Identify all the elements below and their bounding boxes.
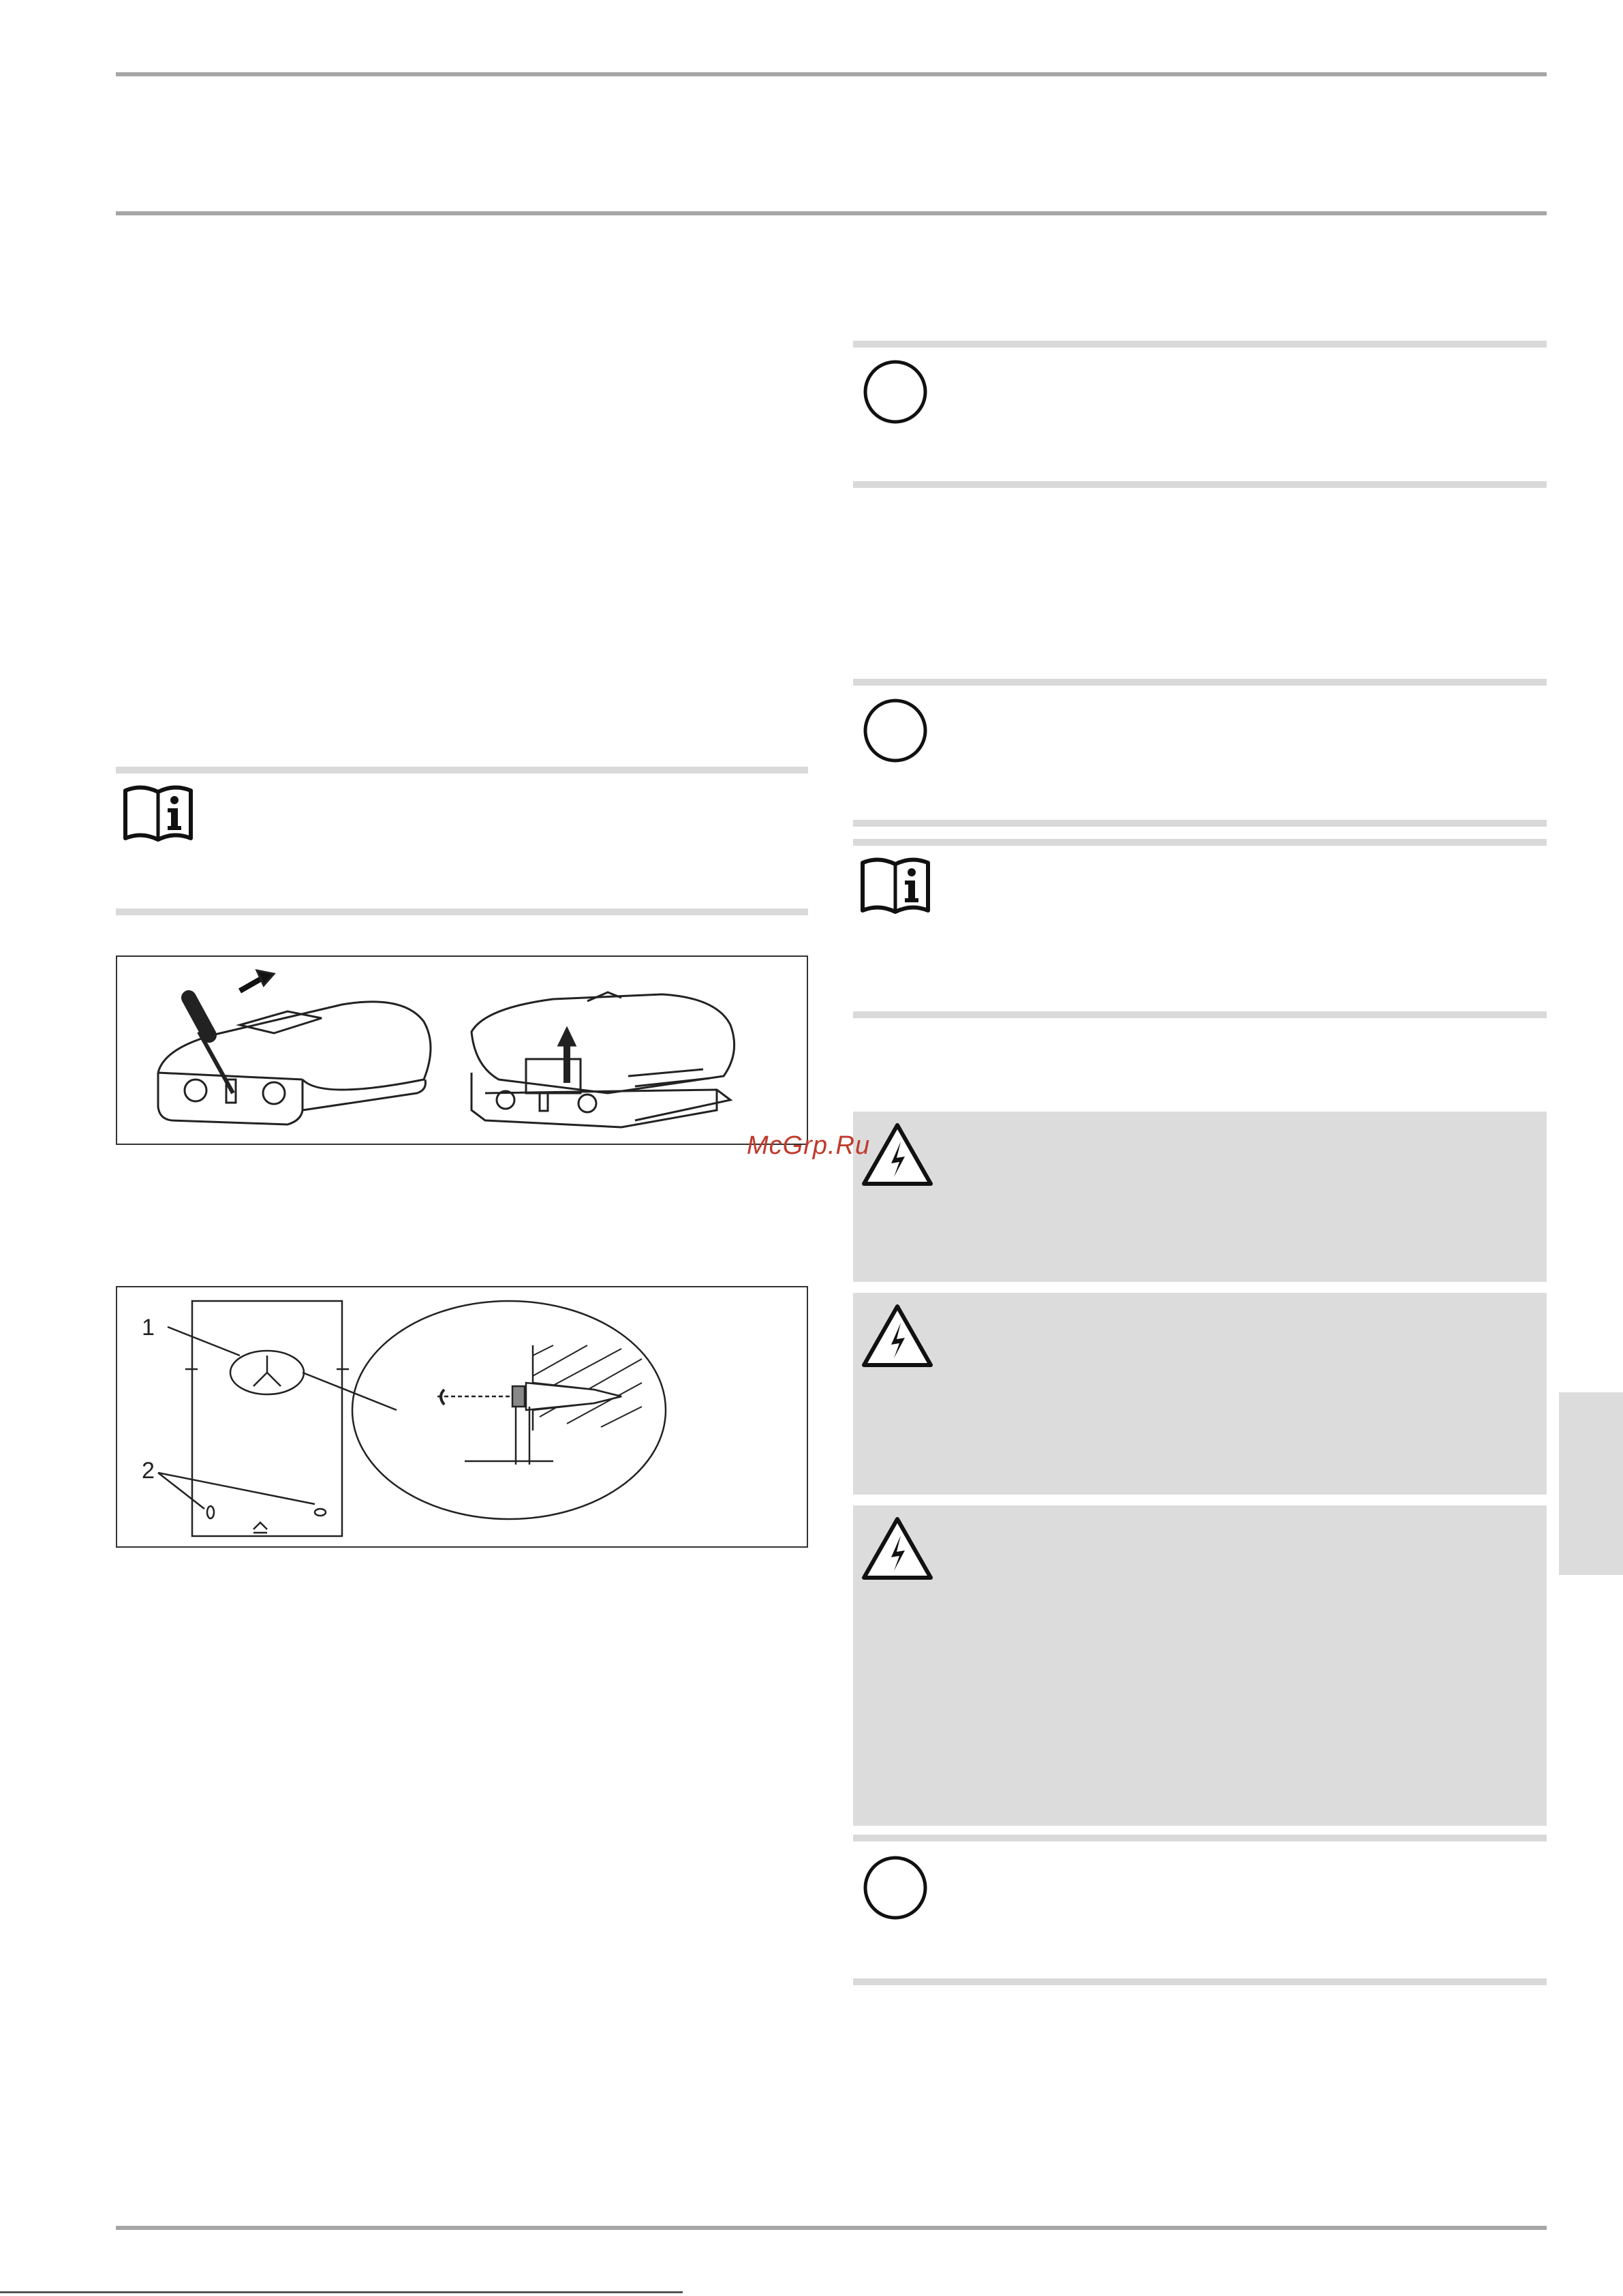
appliance-closed-illustration	[158, 970, 431, 1124]
danger-box-2	[853, 1293, 1547, 1495]
notice-2-rule-top	[853, 679, 1547, 686]
watermark: McGrp.Ru	[747, 1131, 871, 1160]
wall-plug-detail-illustration	[352, 1301, 666, 1519]
notice-3-rule-top	[853, 1835, 1547, 1841]
header-rule-bottom	[116, 211, 1547, 215]
electric-shock-warning-icon	[860, 1121, 935, 1189]
danger-box-3	[853, 1505, 1547, 1826]
manual-note-2-rule-top	[853, 839, 1547, 846]
manual-note-rule-top	[116, 767, 808, 774]
notice-3-rule-bottom	[853, 1978, 1547, 1985]
notice-circle-icon	[861, 358, 929, 426]
danger-box-1	[853, 1112, 1547, 1282]
read-manual-icon	[121, 784, 195, 842]
notice-2-rule-bottom	[853, 820, 1547, 827]
callout-1-label: 1	[142, 1315, 155, 1341]
notice-circle-icon	[861, 1854, 929, 1922]
figure-open-cover	[116, 955, 808, 1145]
notice-circle-icon	[861, 697, 929, 765]
figure-wall-mounting	[116, 1286, 808, 1548]
mounting-template-illustration	[158, 1301, 397, 1536]
footer-rule	[116, 2226, 1547, 2230]
bottom-edge-line	[0, 2291, 683, 2293]
electric-shock-warning-icon	[860, 1515, 935, 1583]
manual-note-rule-bottom	[116, 908, 808, 915]
manual-note-2-rule-bottom	[853, 1011, 1547, 1018]
electric-shock-warning-icon	[860, 1302, 935, 1371]
read-manual-icon	[859, 856, 932, 915]
callout-2-label: 2	[142, 1458, 155, 1484]
chapter-side-tab	[1559, 1392, 1623, 1575]
notice-1-rule-top	[853, 341, 1547, 348]
appliance-open-illustration	[472, 992, 735, 1127]
notice-1-rule-bottom	[853, 481, 1547, 488]
header-rule-top	[116, 72, 1547, 76]
